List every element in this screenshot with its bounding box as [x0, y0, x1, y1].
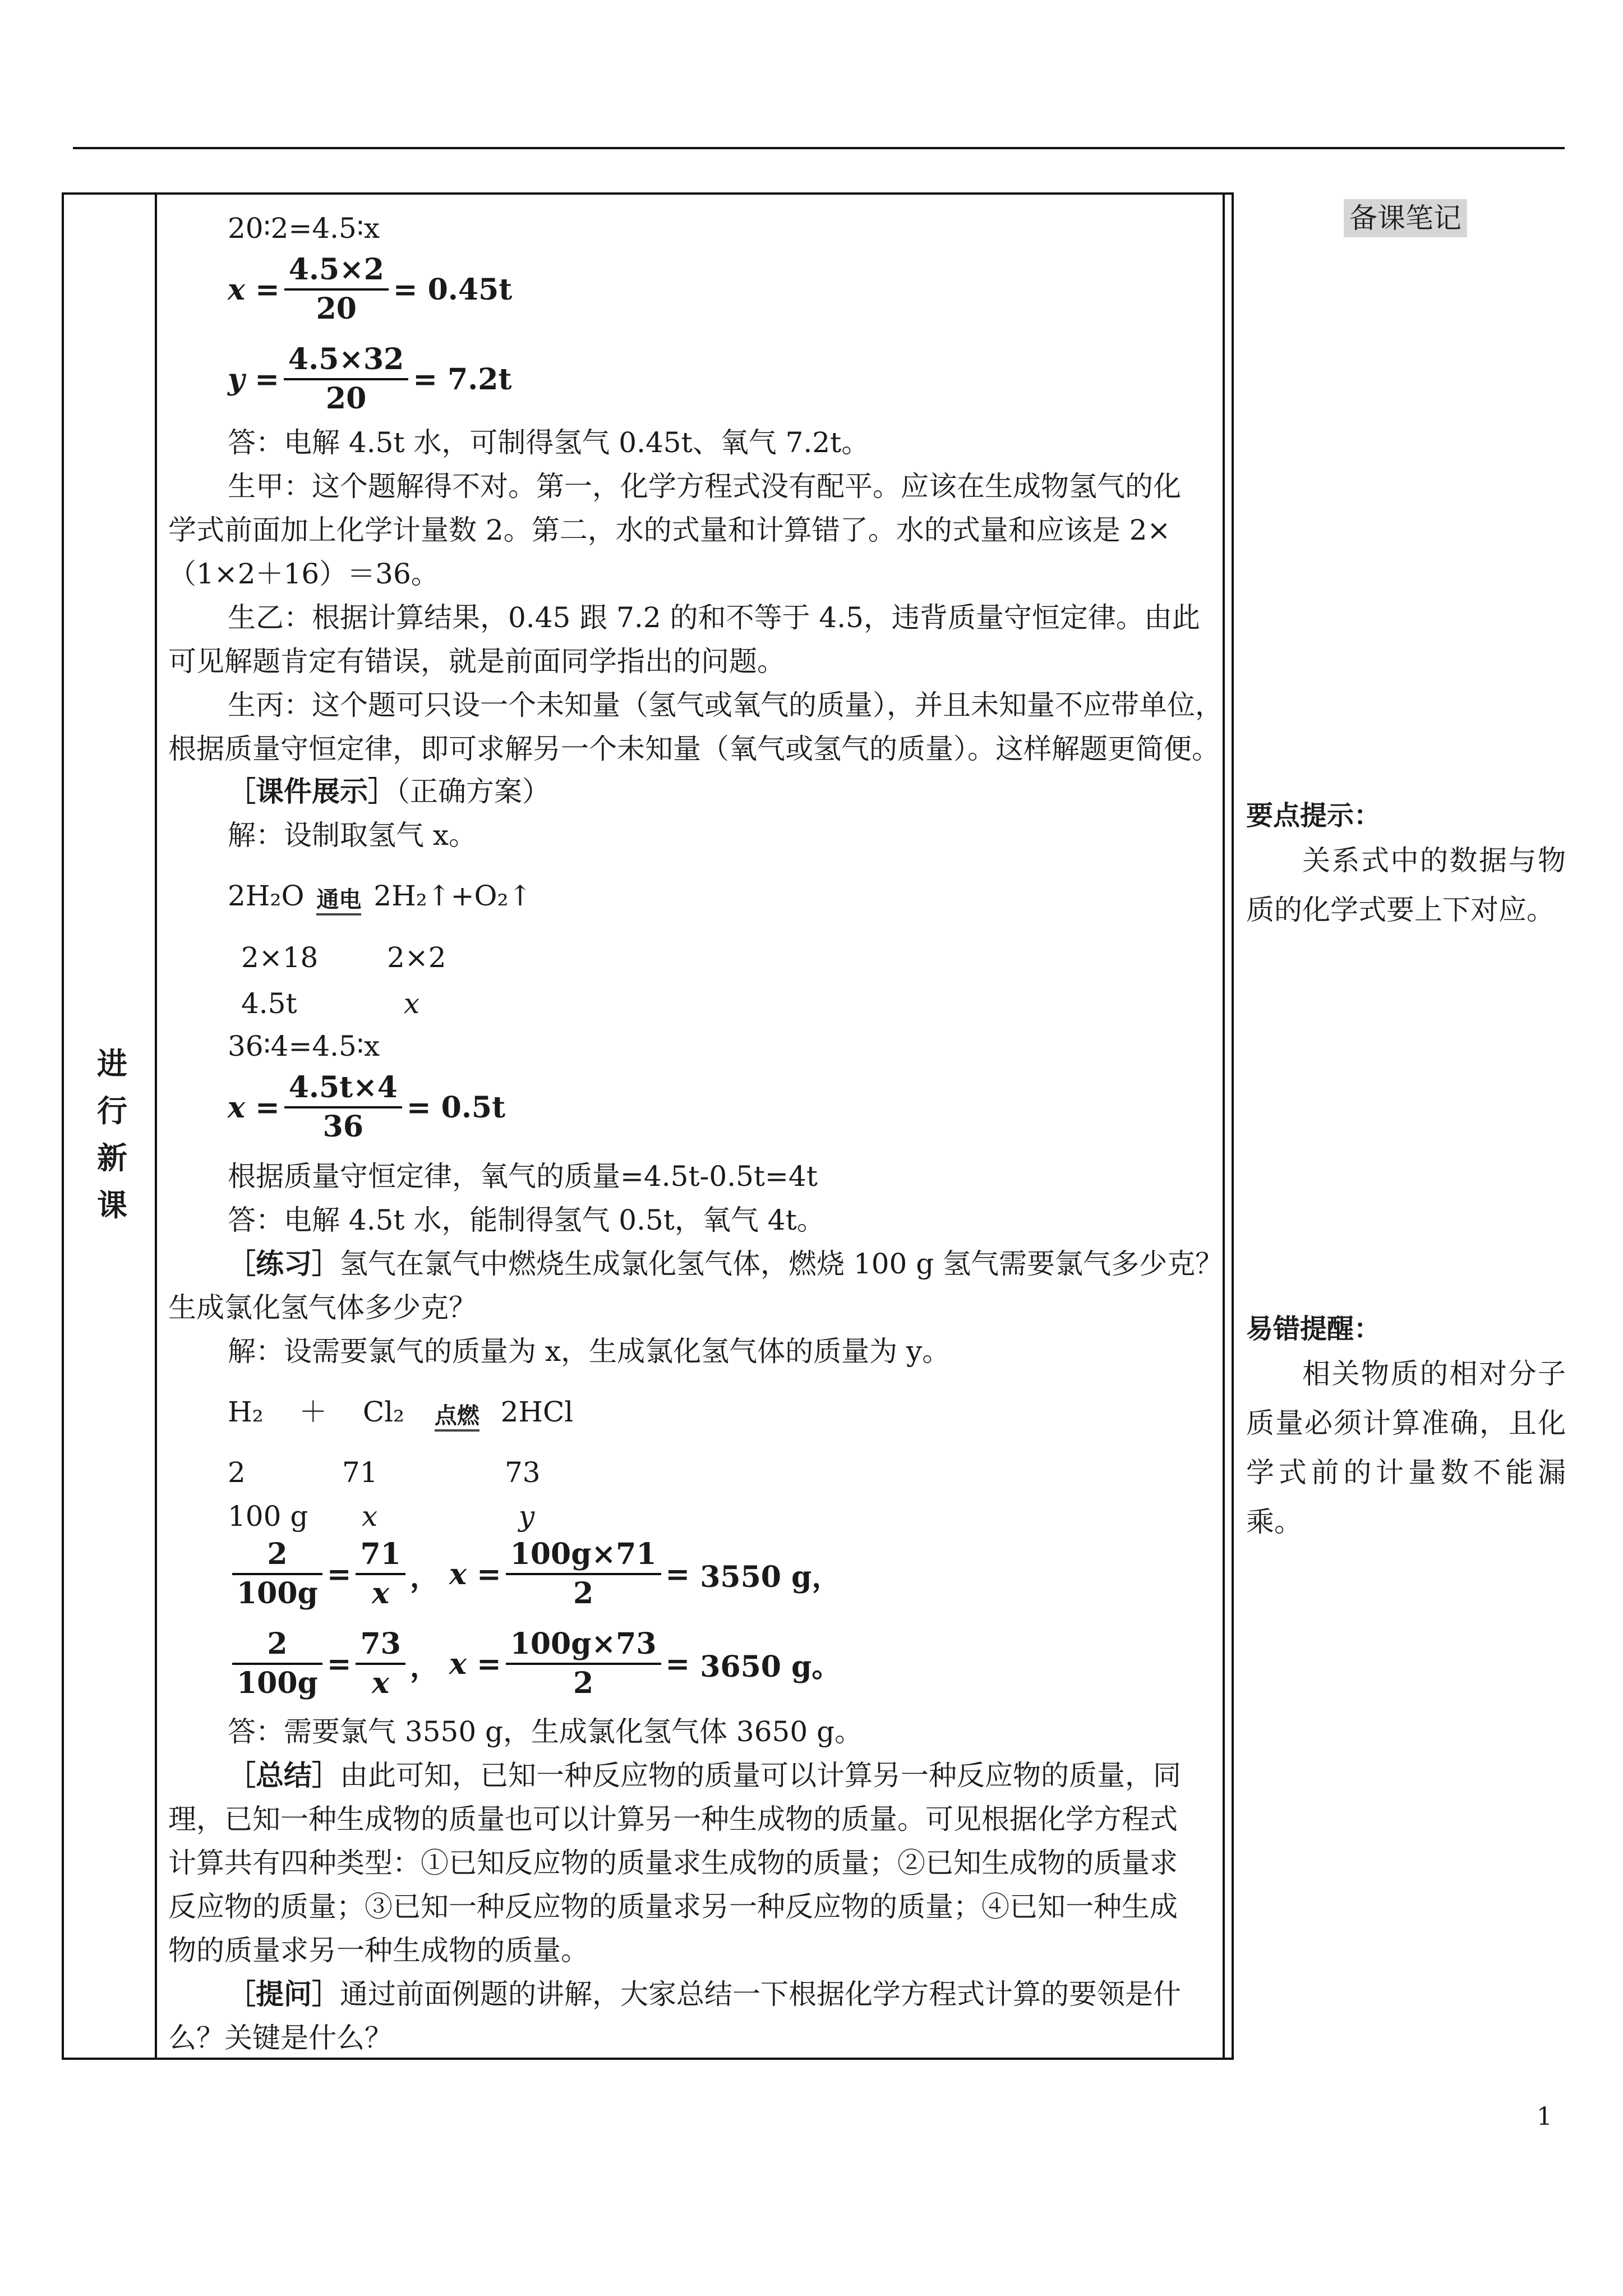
formula-chlorine: $\frac{2}{100g}$ = $\frac{71}{x}$ ， x = $\frac{100g\times 71}{2}$ = 3550 g，	[228, 1536, 841, 1612]
formula-hcl: $\frac{2}{100g}$ = $\frac{73}{x}$ ， x = $\frac{100g\times 73}{2}$ = 3650 g。	[228, 1626, 841, 1702]
answer-1: 答：电解 4.5t 水，可制得氢气 0.45t、氧气 7.2t。	[228, 426, 870, 459]
formula-y-wrong: y = $\frac{4.5\times 32}{20}$ = 7.2t	[228, 342, 512, 416]
table-top-border	[62, 192, 1234, 195]
header-rule	[73, 147, 1565, 149]
formula-x-correct: x = $\frac{4.5t\times 4}{36}$ = 0.5t	[228, 1070, 506, 1144]
unknown-x: x	[404, 987, 420, 1020]
mass-ratio-a: 2×18	[241, 941, 319, 974]
ratio-cl2: 71	[342, 1456, 378, 1489]
practice-line-1: ［练习］氢气在氯气中燃烧生成氯化氢气体，燃烧 100 g 氢气需要氯气多少克？	[228, 1248, 1224, 1280]
student-b-line-1: 生乙：根据计算结果，0.45 跟 7.2 的和不等于 4.5，违背质量守恒定律。由此	[228, 601, 1200, 634]
summary-line-2: 理，已知一种生成物的质量也可以计算另一种生成物的质量。可见根据化学方程式	[168, 1803, 1178, 1835]
solution-1-intro: 解：设制取氢气 x。	[228, 819, 477, 852]
student-a-line-1: 生甲：这个题解得不对。第一，化学方程式没有配平。应该在生成物氢气的化	[228, 470, 1181, 503]
summary-line-3: 计算共有四种类型：①已知反应物的质量求生成物的质量；②已知生成物的质量求	[168, 1847, 1178, 1879]
side-header: 备课笔记	[1344, 199, 1467, 237]
summary-line-4: 反应物的质量；③已知一种反应物的质量求另一种反应物的质量；④已知一种生成	[168, 1890, 1178, 1923]
tip-title: 要点提示：	[1246, 800, 1381, 831]
answer-2: 答：电解 4.5t 水，能制得氢气 0.5t，氧气 4t。	[228, 1204, 825, 1236]
student-a-line-3: （1×2＋16）＝36。	[168, 558, 439, 590]
error-text: 相关物质的相对分子质量必须计算准确，且化学式前的计量数不能漏乘。	[1246, 1358, 1566, 1538]
given-mass: 4.5t	[241, 987, 297, 1020]
column-divider	[155, 192, 157, 2060]
table-bottom-border	[62, 2058, 1234, 2060]
student-c-line-1: 生丙：这个题可只设一个未知量（氢气或氧气的质量），并且未知量不应带单位，	[228, 689, 1223, 721]
ratio-hcl: 73	[505, 1456, 541, 1489]
ratio-line-2: 36∶4=4.5∶x	[228, 1030, 380, 1062]
ratio-h2: 2	[228, 1456, 246, 1489]
equation-hcl: H₂ ＋ Cl₂ 点燃 2HCl	[228, 1392, 573, 1432]
question-line-1: ［提问］通过前面例题的讲解，大家总结一下根据化学方程式计算的要领是什	[228, 1978, 1181, 2010]
courseware-line: ［课件展示］（正确方案）	[228, 775, 550, 808]
error-title: 易错提醒：	[1246, 1313, 1381, 1345]
table-left-border	[62, 192, 64, 2060]
notes-column-border	[1232, 192, 1234, 2060]
answer-3: 答：需要氯气 3550 g，生成氯化氢气体 3650 g。	[228, 1715, 863, 1748]
summary-line-1: ［总结］由此可知，已知一种反应物的质量可以计算另一种反应物的质量，同	[228, 1759, 1181, 1792]
given-100g: 100 g	[228, 1500, 308, 1533]
student-b-line-2: 可见解题肯定有错误，就是前面同学指出的问题。	[168, 645, 785, 678]
solution-2-intro: 解：设需要氯气的质量为 x，生成氯化氢气体的质量为 y。	[228, 1335, 951, 1368]
ratio-line-1: 20∶2=4.5∶x	[228, 212, 380, 245]
student-c-line-2: 根据质量守恒定律，即可求解另一个未知量（氧气或氢气的质量）。这样解题更简便。	[168, 733, 1220, 765]
mass-law-line: 根据质量守恒定律，氧气的质量=4.5t-0.5t=4t	[228, 1160, 818, 1193]
page-number: 1	[1537, 2102, 1552, 2131]
student-a-line-2: 学式前面加上化学计量数 2。第二，水的式量和计算错了。水的式量和应该是 2×	[168, 514, 1171, 546]
summary-line-5: 物的质量求另一种生成物的质量。	[168, 1934, 589, 1967]
question-line-2: 么？关键是什么？	[168, 2022, 393, 2054]
tip-text: 关系式中的数据与物质的化学式要上下对应。	[1246, 844, 1566, 926]
practice-line-2: 生成氯化氢气体多少克？	[168, 1291, 477, 1324]
unknown-y-2: y	[519, 1500, 535, 1533]
content-right-border	[1223, 192, 1225, 2060]
unknown-x-2: x	[362, 1500, 378, 1533]
mass-ratio-b: 2×2	[387, 941, 446, 974]
formula-x-wrong: x = $\frac{4.5\times 2}{20}$ = 0.45t	[228, 252, 513, 326]
equation-water-electrolysis: 2H₂O 通电 2H₂↑+O₂↑	[228, 876, 532, 915]
section-label: 进 行 新 课	[97, 1046, 127, 1223]
